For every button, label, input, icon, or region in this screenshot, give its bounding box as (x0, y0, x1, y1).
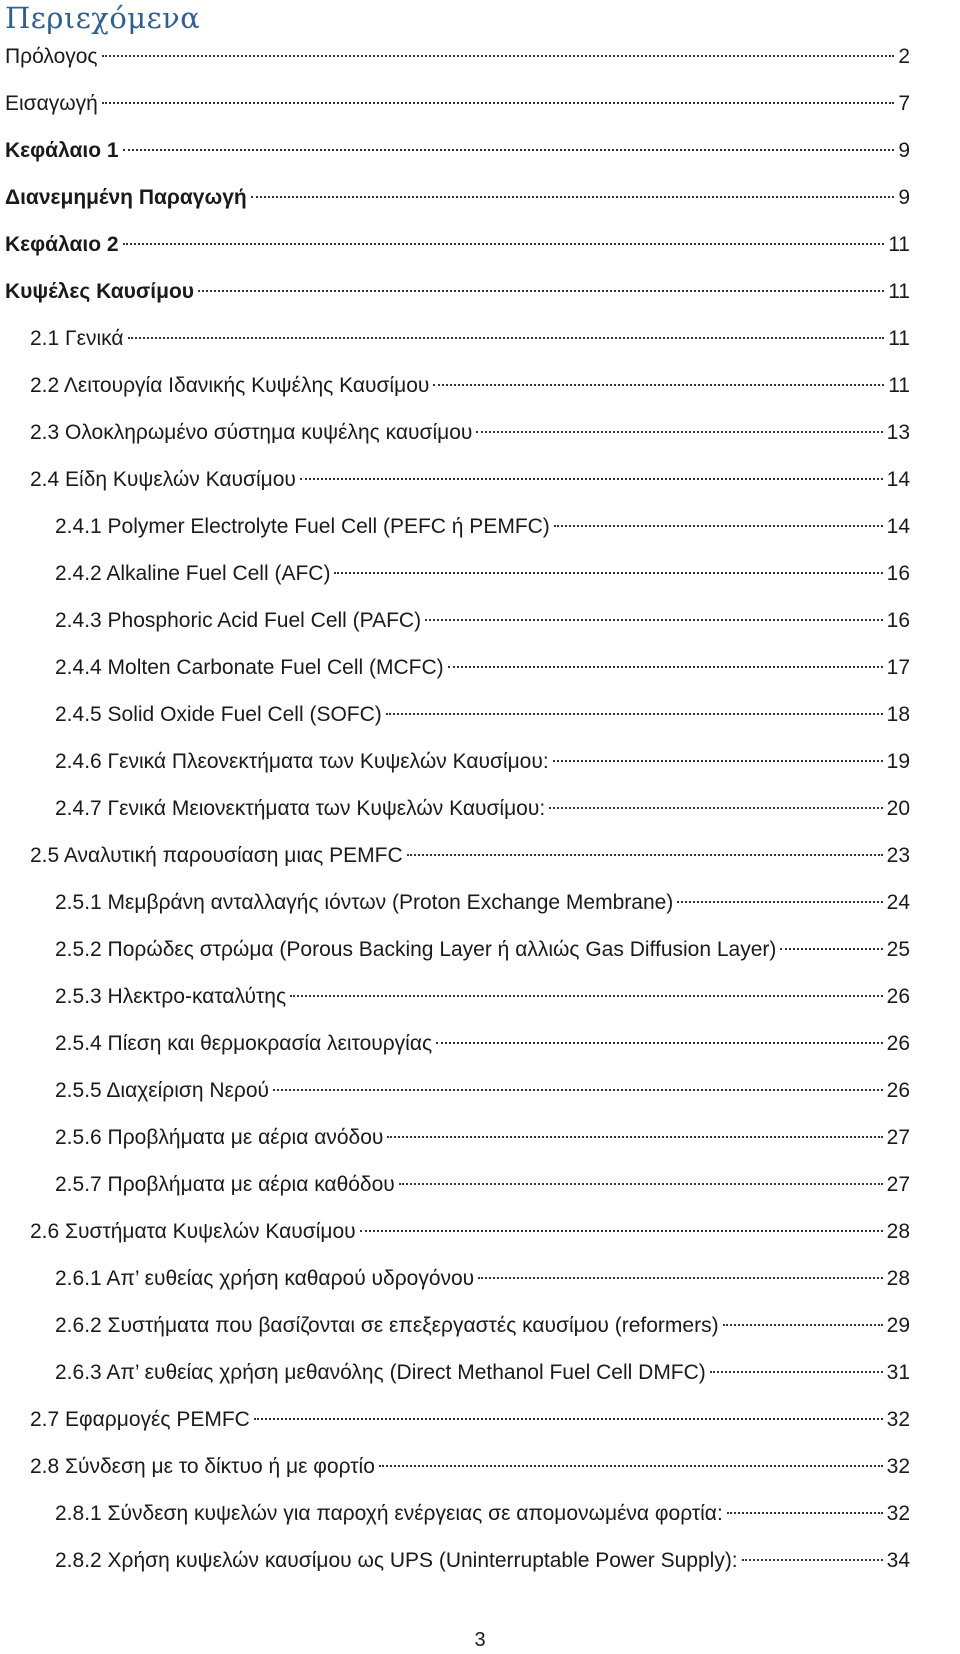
dot-leader (254, 1418, 883, 1420)
toc-entry[interactable] (0, 413, 960, 460)
toc-entry-page-number: 32 (886, 1408, 910, 1431)
toc-entry-label: 2.7 Εφαρμογές PEMFC (30, 1408, 250, 1431)
toc-entry[interactable] (0, 507, 960, 554)
page-number: 3 (474, 1629, 486, 1651)
toc-entry[interactable] (0, 1353, 960, 1400)
dot-leader (300, 478, 883, 480)
toc-entry[interactable] (0, 37, 960, 84)
toc-entry-page-number: 17 (886, 656, 910, 679)
toc-entry-page-number: 18 (886, 703, 910, 726)
dot-leader (727, 1512, 883, 1514)
toc-entry-label: 2.4.6 Γενικά Πλεονεκτήματα των Κυψελών Καυσίμου: (55, 750, 549, 773)
toc-entry-label: 2.4.1 Polymer Electrolyte Fuel Cell (PEFC ή PEMFC) (55, 515, 550, 538)
toc-entry-page-number: 26 (886, 1032, 910, 1055)
toc-entry-page-number: 20 (886, 797, 910, 820)
dot-leader (554, 525, 883, 527)
toc-entry-label: Κεφάλαιο 2 (5, 233, 119, 256)
toc-entry[interactable] (0, 554, 960, 601)
dot-leader (251, 196, 895, 198)
toc-entry[interactable] (0, 1541, 960, 1588)
toc-entry-page-number: 11 (888, 374, 910, 397)
toc-entry-page-number: 9 (898, 139, 910, 162)
toc-entry[interactable] (0, 977, 960, 1024)
toc-entry[interactable] (0, 836, 960, 883)
dot-leader (433, 384, 884, 386)
toc-entry-page-number: 9 (898, 186, 910, 209)
dot-leader (273, 1089, 883, 1091)
toc-entry-page-number: 11 (888, 233, 910, 256)
toc-entry[interactable] (0, 1024, 960, 1071)
toc-entry-page-number: 14 (886, 515, 910, 538)
toc-entry[interactable] (0, 366, 960, 413)
toc-entry-label: 2.5.1 Μεμβράνη ανταλλαγής ιόντων (Proton Exchange Membrane) (55, 891, 674, 914)
toc-entry[interactable] (0, 789, 960, 836)
dot-leader (780, 948, 882, 950)
toc-entry-label: 2.4.4 Molten Carbonate Fuel Cell (MCFC) (55, 656, 444, 679)
toc-entry[interactable] (0, 930, 960, 977)
toc-entry-page-number: 32 (886, 1455, 910, 1478)
toc-entry-page-number: 27 (886, 1173, 910, 1196)
dot-leader (478, 1277, 882, 1279)
dot-leader (387, 1136, 882, 1138)
toc-entry-label: Διανεμημένη Παραγωγή (5, 186, 247, 209)
toc-entry[interactable] (0, 178, 960, 225)
toc-entry-label: Κεφάλαιο 1 (5, 139, 119, 162)
toc-entry-page-number: 31 (886, 1361, 910, 1384)
toc-entry-page-number: 26 (886, 1079, 910, 1102)
toc-entry-page-number: 26 (886, 985, 910, 1008)
toc-entry[interactable] (0, 319, 960, 366)
toc-entry-label: 2.5.7 Προβλήματα με αέρια καθόδου (55, 1173, 395, 1196)
toc-entry-page-number: 16 (886, 562, 910, 585)
toc-entry-page-number: 13 (886, 421, 910, 444)
dot-leader (407, 854, 883, 856)
toc-entry-label: 2.6.1 Απ’ ευθείας χρήση καθαρού υδρογόνου (55, 1267, 475, 1290)
dot-leader (549, 807, 882, 809)
toc-entry-page-number: 24 (886, 891, 910, 914)
toc-entry[interactable] (0, 1494, 960, 1541)
toc-entry-page-number: 7 (898, 92, 910, 115)
toc-entry-label: 2.4 Είδη Κυψελών Καυσίμου (30, 468, 296, 491)
toc-entry-label: 2.5.5 Διαχείριση Νερού (55, 1079, 269, 1102)
toc-entry[interactable] (0, 1165, 960, 1212)
dot-leader (198, 290, 884, 292)
toc-entry-page-number: 14 (886, 468, 910, 491)
toc-entry-label: 2.5.2 Πορώδες στρώμα (Porous Backing Layer ή αλλιώς Gas Diffusion Layer) (55, 938, 777, 961)
dot-leader (677, 901, 882, 903)
toc-entry-page-number: 32 (886, 1502, 910, 1525)
toc-entry-label: 2.8.2 Χρήση κυψελών καυσίμου ως UPS (Uninterruptable Power Supply): (55, 1549, 738, 1572)
toc-entry-label: 2.5 Αναλυτική παρουσίαση μιας PEMFC (30, 844, 403, 867)
toc-entry[interactable] (0, 695, 960, 742)
toc-entry-label: Πρόλογος (5, 45, 98, 68)
toc-entry[interactable] (0, 131, 960, 178)
toc-entry[interactable] (0, 1400, 960, 1447)
toc-entry-label: 2.4.3 Phosphoric Acid Fuel Cell (PAFC) (55, 609, 422, 632)
dot-leader (448, 666, 883, 668)
dot-leader (128, 337, 885, 339)
toc-entry-label: 2.5.4 Πίεση και θερμοκρασία λειτουργίας (55, 1032, 433, 1055)
dot-leader (123, 243, 885, 245)
toc-entry-label: 2.1 Γενικά (30, 327, 124, 350)
toc-entry[interactable] (0, 601, 960, 648)
toc-entry[interactable] (0, 225, 960, 272)
toc-list (0, 37, 960, 1588)
toc-entry-page-number: 27 (886, 1126, 910, 1149)
toc-entry-page-number: 11 (888, 280, 910, 303)
toc-heading: Περιεχόμενα (5, 1, 201, 35)
toc-entry-label: 2.6.2 Συστήματα που βασίζονται σε επεξεργαστές καυσίμου (reformers) (55, 1314, 719, 1337)
dot-leader (290, 995, 883, 997)
dot-leader (386, 713, 883, 715)
dot-leader (710, 1371, 883, 1373)
toc-entry-label: Κυψέλες Καυσίμου (5, 280, 194, 303)
dot-leader (723, 1324, 883, 1326)
toc-entry[interactable] (0, 1118, 960, 1165)
toc-entry-page-number: 28 (886, 1220, 910, 1243)
toc-entry-label: 2.8 Σύνδεση με το δίκτυο ή με φορτίο (30, 1455, 375, 1478)
toc-entry-page-number: 2 (898, 45, 910, 68)
toc-entry[interactable] (0, 84, 960, 131)
toc-entry[interactable] (0, 460, 960, 507)
toc-entry-label: 2.2 Λειτουργία Ιδανικής Κυψέλης Καυσίμου (30, 374, 430, 397)
toc-entry-page-number: 11 (888, 327, 910, 350)
toc-entry[interactable] (0, 1071, 960, 1118)
dot-leader (742, 1559, 883, 1561)
toc-entry[interactable] (0, 1447, 960, 1494)
dot-leader (102, 102, 894, 104)
toc-entry-page-number: 23 (886, 844, 910, 867)
toc-entry[interactable] (0, 272, 960, 319)
toc-entry[interactable] (0, 883, 960, 930)
toc-entry-label: 2.6 Συστήματα Κυψελών Καυσίμου (30, 1220, 356, 1243)
toc-entry-page-number: 25 (886, 938, 910, 961)
dot-leader (123, 149, 895, 151)
toc-entry-page-number: 16 (886, 609, 910, 632)
toc-entry-label: 2.3 Ολοκληρωμένο σύστημα κυψέλης καυσίμου (30, 421, 473, 444)
toc-entry-label: 2.4.7 Γενικά Μειονεκτήματα των Κυψελών Καυσίμου: (55, 797, 546, 820)
toc-entry-label: 2.4.2 Alkaline Fuel Cell (AFC) (55, 562, 331, 585)
toc-entry-label: Εισαγωγή (5, 92, 98, 115)
dot-leader (360, 1230, 883, 1232)
toc-entry[interactable] (0, 742, 960, 789)
toc-entry-label: 2.8.1 Σύνδεση κυψελών για παροχή ενέργειας σε απομονωμένα φορτία: (55, 1502, 723, 1525)
toc-entry-page-number: 19 (886, 750, 910, 773)
dot-leader (436, 1042, 883, 1044)
toc-entry-label: 2.5.6 Προβλήματα με αέρια ανόδου (55, 1126, 384, 1149)
toc-entry[interactable] (0, 1306, 960, 1353)
toc-entry-page-number: 28 (886, 1267, 910, 1290)
toc-entry[interactable] (0, 1212, 960, 1259)
toc-entry-page-number: 34 (886, 1549, 910, 1572)
toc-entry-label: 2.5.3 Ηλεκτρο-καταλύτης (55, 985, 287, 1008)
dot-leader (379, 1465, 883, 1467)
dot-leader (553, 760, 883, 762)
toc-entry[interactable] (0, 1259, 960, 1306)
dot-leader (399, 1183, 883, 1185)
toc-entry[interactable] (0, 648, 960, 695)
toc-entry-label: 2.4.5 Solid Oxide Fuel Cell (SOFC) (55, 703, 382, 726)
toc-entry-label: 2.6.3 Απ’ ευθείας χρήση μεθανόλης (Direct Methanol Fuel Cell DMFC) (55, 1361, 706, 1384)
dot-leader (102, 55, 895, 57)
dot-leader (425, 619, 883, 621)
dot-leader (476, 431, 882, 433)
dot-leader (334, 572, 882, 574)
toc-entry-page-number: 29 (886, 1314, 910, 1337)
